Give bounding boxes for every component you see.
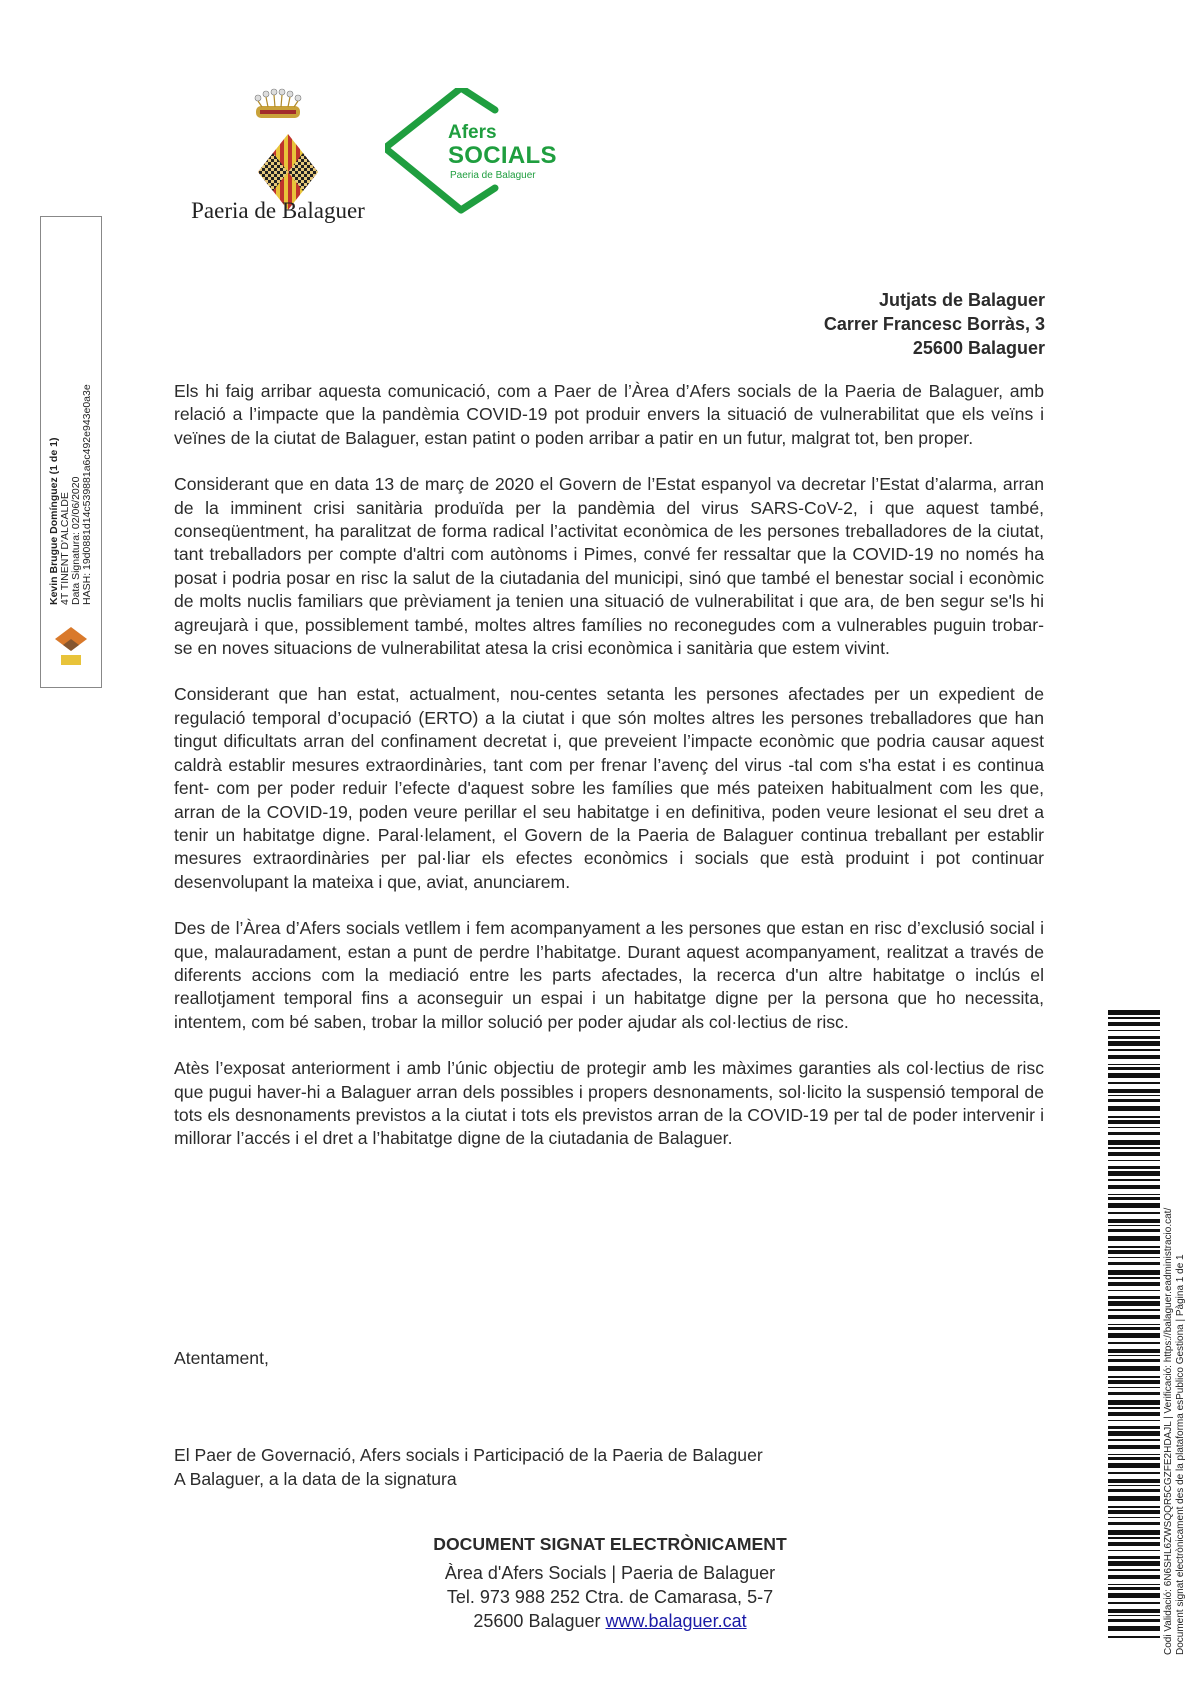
recipient-street: Carrer Francesc Borràs, 3 [823, 314, 1045, 334]
barcode-bar [1108, 1355, 1160, 1356]
barcode-bar [1108, 1132, 1160, 1135]
signer-role: 4T TINENT D'ALCALDE [59, 492, 71, 605]
signer-name: Kevin Brugue Domínguez (1 de 1) [48, 437, 60, 605]
barcode-bar [1108, 1194, 1160, 1195]
barcode-bar [1108, 1010, 1160, 1015]
barcode-bar [1108, 1290, 1160, 1291]
barcode-bar [1108, 1454, 1160, 1455]
barcode-bar [1108, 1587, 1160, 1590]
barcode-bar [1108, 1619, 1160, 1622]
afers-socials-logo [385, 88, 565, 218]
barcode-bar [1108, 1017, 1160, 1019]
paeria-name: Paeria de Balaguer [191, 198, 365, 223]
barcode-bar [1108, 1236, 1160, 1241]
barcode-bar [1108, 1342, 1160, 1344]
barcode-bar [1108, 1584, 1160, 1585]
barcode-bar [1108, 1152, 1160, 1156]
barcode-bar [1108, 1479, 1160, 1483]
barcode-bar [1108, 1324, 1160, 1325]
barcode-bar [1108, 1615, 1160, 1616]
barcode-bar [1108, 1160, 1160, 1161]
verification-text [1163, 1208, 1187, 1655]
footer [380, 1534, 840, 1633]
signer-place-date: A Balaguer, a la data de la signatura [174, 1469, 457, 1489]
barcode-bar [1108, 1250, 1160, 1254]
barcode-bar [1108, 1569, 1160, 1571]
barcode-bar [1108, 1225, 1160, 1226]
barcode-bar [1108, 1333, 1160, 1338]
barcode-bar [1108, 1463, 1160, 1468]
barcode-bar [1108, 1179, 1160, 1181]
barcode-bar [1108, 1166, 1160, 1169]
barcode-bar [1108, 1270, 1160, 1275]
barcode-bar [1108, 1099, 1160, 1102]
signature-date: Data Signatura: 02/06/2020 [70, 476, 82, 605]
barcode-bar [1108, 1327, 1160, 1330]
barcode-bar [1108, 1457, 1160, 1460]
barcode-bar [1108, 1041, 1160, 1046]
paragraph: Considerant que han estat, actualment, nou-centes setanta les persones afectades per un expedient de regulació temporal d’ocupació (ERTO) a la ciutat i que són moltes altres les persones treballadores que han tingut dificultats arran del confinament decretat i, que preveient l’impacte econòmic que podria causar aquest caldrà establir mesures extraordinàries, tant com per frenar l’avenç del virus -tal com s'ha estat i es continua fent- com per poder reduir l’efecte d'aquest sobre les famílies que més pateixen habitualment com les que, arran de la COVID-19, poden veure perillar el seu habitatge i en definitiva, poden veure lesionat el seu dret a tenir un habitatge digne. Paral·lelament, el Govern de la Paeria de Balaguer continua treballant per establir mesures extraordinàries per pal·liar els efectes econòmics i socials que està produint i pot continuar desenvolupant la mateixa i que, aviat, anunciarem. [174, 684, 1044, 892]
barcode-bar [1108, 1049, 1160, 1051]
barcode-bar [1108, 1212, 1160, 1214]
barcode-bar [1108, 1246, 1160, 1248]
barcode-bar [1108, 1140, 1160, 1145]
barcode-bar [1108, 1602, 1160, 1604]
barcode-bar [1108, 1431, 1160, 1436]
barcode-bar [1108, 1067, 1160, 1070]
barcode-bar [1108, 1400, 1160, 1405]
barcode-bar [1108, 1636, 1160, 1638]
barcode-bar [1108, 1073, 1160, 1078]
barcode-bar [1108, 1472, 1160, 1474]
barcode-bar [1108, 1219, 1160, 1223]
crown-icon [250, 88, 306, 124]
barcode-bar [1108, 1380, 1160, 1384]
barcode-bar [1108, 1185, 1160, 1189]
recipient-address [824, 288, 1045, 360]
platform-info: Document signat electrònicament des de la plataforma esPublico Gestiona | Pàgina 1 de 1 [1175, 1254, 1186, 1655]
barcode-bar [1108, 1489, 1160, 1492]
barcode-bar [1108, 1055, 1160, 1059]
barcode-bar [1108, 1517, 1160, 1518]
barcode-bar [1108, 1609, 1160, 1613]
letter-body [174, 380, 1044, 1174]
barcode-bar [1108, 1349, 1160, 1353]
recipient-name: Jutjats de Balaguer [878, 290, 1045, 310]
afers-subtitle: Paeria de Balaguer [450, 170, 536, 181]
footer-contact: Tel. 973 988 252 Ctra. de Camarasa, 5-7 [446, 1587, 774, 1607]
barcode-bar [1108, 1171, 1160, 1176]
barcode-bar [1108, 1064, 1160, 1065]
barcode-bar [1108, 1550, 1160, 1551]
barcode-bar [1108, 1420, 1160, 1421]
barcode-bar [1108, 1082, 1160, 1084]
barcode-bar [1108, 1309, 1160, 1311]
barcode-bar [1108, 1203, 1160, 1208]
barcode-bar [1108, 1542, 1160, 1546]
barcode [1108, 1010, 1160, 1650]
verification-code: Codi Validació: 6N6SHL6ZWSQQR5CGZFE2HDAJL | Verificació: https://balaguer.eadministracio.cat/ [1163, 1207, 1174, 1655]
barcode-bar [1108, 1022, 1160, 1026]
footer-address [380, 1609, 840, 1633]
barcode-bar [1108, 1315, 1160, 1319]
closing: Atentament, [174, 1348, 269, 1368]
barcode-bar [1108, 1575, 1160, 1579]
barcode-bar [1108, 1561, 1160, 1566]
barcode-bar [1108, 1257, 1160, 1258]
barcode-bar [1108, 1262, 1160, 1265]
paragraph: Els hi faig arribar aquesta comunicació, com a Paer de l’Àrea d’Afers socials de la Paeria de Balaguer, amb relació a l’impacte que la pandèmia COVID-19 pot produir envers la situació de vulnerabilitat que els veïns i veïnes de la ciutat de Balaguer, estan patint o poden arribar a patir en un futur, malgrat tot, ben proper. [174, 381, 1044, 448]
signature-emblem-icon [51, 627, 91, 667]
barcode-bar [1108, 1116, 1160, 1118]
signed-electronically-title: DOCUMENT SIGNAT ELECTRÒNICAMENT [433, 1534, 787, 1554]
barcode-bar [1108, 1593, 1160, 1598]
socials-label: SOCIALS [448, 142, 557, 169]
barcode-bar [1108, 1036, 1160, 1039]
barcode-bar [1108, 1445, 1160, 1449]
barcode-bar [1108, 1426, 1160, 1429]
signer-block [174, 1443, 763, 1491]
barcode-bar [1108, 1412, 1160, 1416]
recipient-city: 25600 Balaguer [912, 338, 1045, 358]
barcode-bar [1108, 1407, 1160, 1409]
barcode-bar [1108, 1147, 1160, 1149]
paragraph: Atès l’exposat anteriorment i amb l’únic objectiu de protegir amb les màximes garanties als col·lectius de risc que pugui haver-hi a Balaguer arran dels possibles i propers desnonaments, sol·licito la suspensió temporal de tots els desnonaments previstos a la ciutat i tots els previstos arran de la COVID-19 per tal de poder intervenir i millorar l’accés i el dret a l’habitatge digne de la ciutadania de Balaguer. [174, 1058, 1044, 1149]
barcode-bar [1108, 1296, 1160, 1299]
barcode-bar [1108, 1506, 1160, 1508]
barcode-bar [1108, 1301, 1160, 1306]
barcode-bar [1108, 1556, 1160, 1559]
barcode-bar [1108, 1127, 1160, 1128]
barcode-bar [1108, 1496, 1160, 1501]
barcode-bar [1108, 1277, 1160, 1279]
barcode-bar [1108, 1359, 1160, 1362]
barcode-bar [1108, 1626, 1160, 1631]
barcode-bar [1108, 1106, 1160, 1111]
signer-title: El Paer de Governació, Afers socials i Participació de la Paeria de Balaguer [174, 1445, 763, 1465]
barcode-bar [1108, 1229, 1160, 1232]
barcode-bar [1108, 1030, 1160, 1031]
barcode-bar [1108, 1439, 1160, 1441]
signature-stamp [40, 216, 102, 688]
barcode-bar [1108, 1089, 1160, 1093]
barcode-bar [1108, 1197, 1160, 1200]
barcode-bar [1108, 1282, 1160, 1286]
barcode-bar [1108, 1510, 1160, 1514]
footer-city: 25600 Balaguer [473, 1611, 606, 1631]
barcode-bar [1108, 1376, 1160, 1378]
barcode-bar [1108, 1522, 1160, 1525]
paragraph: Des de l’Àrea d’Afers socials vetllem i fem acompanyament a les persones que estan en risc d’exclusió social i que, malauradament, estan a punt de perdre l’habitatge. Durant aquest acompanyament, realitzat a través de diferents accions com la mediació entre les parts afectades, la recerca d'un altre habitatge o inclús el reallotjament temporal fins a aconseguir un espai i un habitatge digne per la persona que ho necessita, intentem, com bé saben, trobar la millor solució per poder ajudar als col·lectius de risc. [174, 918, 1044, 1032]
footer-department: Àrea d'Afers Socials | Paeria de Balaguer [444, 1563, 776, 1583]
barcode-bar [1108, 1392, 1160, 1395]
barcode-bar [1108, 1120, 1160, 1124]
barcode-bar [1108, 1530, 1160, 1535]
paragraph: Considerant que en data 13 de març de 2020 el Govern de l’Estat espanyol va decretar l’Estat d’alarma, arran de la imminent crisi sanitària produïda per la pandèmia del virus SARS-CoV-2, i que aquest també, conseqüentment, ha paralitzat de forma radical l’activitat econòmica de les persones treballadores de la ciutat, tant treballadors per compte d'altri com autònoms i Pimes, convé fer ressaltar que la COVID-19 no només ha posat i podria posar en risc la salut de la ciutadania del municipi, sinó que també el benestar social i econòmic de molts nuclis familiars que prèviament ja tenien una situació de vulnerabilitat i que ara, de ben segur se'ls hi agreujarà i que, possiblement també, moltes altres famílies no reconegudes com a vulnerables puguin trobar-se en noves situacions de vulnerabilitat atesa la crisi econòmica i sanitària que estem vivint. [174, 474, 1044, 659]
barcode-bar [1108, 1387, 1160, 1388]
barcode-bar [1108, 1366, 1160, 1371]
paeria-logo [178, 80, 378, 240]
barcode-bar [1108, 1485, 1160, 1486]
afers-label: Afers [448, 122, 497, 143]
signature-hash: HASH: 19d0881d14c539881a6c492e943e0a3e [81, 384, 93, 605]
barcode-bar [1108, 1095, 1160, 1096]
website-link[interactable]: www.balaguer.cat [605, 1611, 747, 1631]
barcode-bar [1108, 1537, 1160, 1539]
